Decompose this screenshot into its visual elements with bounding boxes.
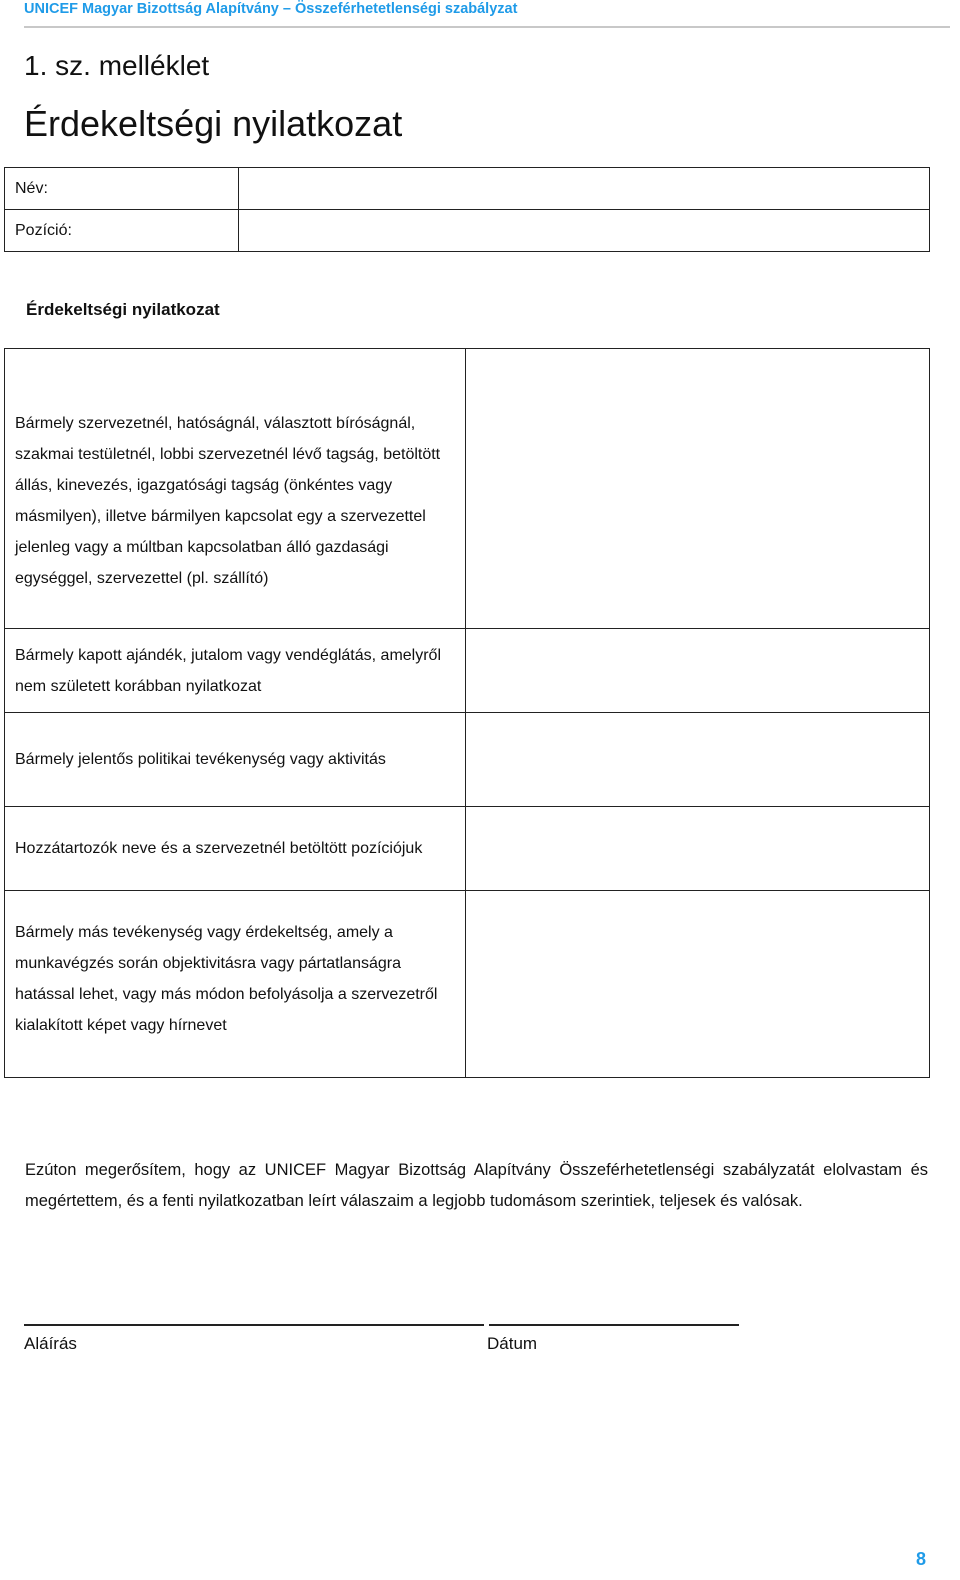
declaration-table [4,348,930,1078]
declaration-question-politics: Bármely jelentős politikai tevékenység vagy aktivitás [5,713,466,807]
declaration-answer-gifts[interactable] [466,629,930,713]
name-label: Név: [5,168,239,210]
signature-label: Aláírás [24,1334,77,1353]
declaration-question-other-interests: Bármely más tevékenység vagy érdekeltség, amely a munkavégzés során objektivitásra vagy pártatlanságra hatással lehet, vagy más módon befolyásolja a szervezetről kialakított képet vagy hírnevet [5,891,466,1078]
signature-line[interactable] [24,1324,484,1326]
table-row [5,713,930,807]
page-header-title: UNICEF Magyar Bizottság Alapítvány – Összeférhetetlenségi szabályzat [24,1,518,17]
header-divider [24,26,950,28]
table-row [5,168,930,210]
page-number: 8 [916,1549,927,1569]
table-row [5,807,930,891]
declaration-answer-politics[interactable] [466,713,930,807]
position-field[interactable] [239,210,930,252]
section-title: Érdekeltségi nyilatkozat [26,300,220,319]
identity-table [4,167,930,252]
document-title: Érdekeltségi nyilatkozat [24,103,403,144]
table-row [5,349,930,629]
declaration-answer-relatives[interactable] [466,807,930,891]
declaration-question-relatives: Hozzátartozók neve és a szervezetnél betöltött pozíciójuk [5,807,466,891]
date-label: Dátum [487,1334,538,1353]
name-field[interactable] [239,168,930,210]
confirmation-statement: Ezúton megerősítem, hogy az UNICEF Magyar Bizottság Alapítvány Összeférhetetlenségi szabályzatát elolvastam és megértettem, és a fenti nyilatkozatban leírt válaszaim a legjobb tudomásom szerintiek, teljesek és valósak. [25,1161,928,1210]
table-row [5,629,930,713]
declaration-question-gifts: Bármely kapott ajándék, jutalom vagy vendéglátás, amelyről nem született korábban nyilatkozat [5,629,466,713]
declaration-question-memberships: Bármely szervezetnél, hatóságnál, választott bíróságnál, szakmai testületnél, lobbi szervezetnél lévő tagság, betöltött állás, kinevezés, igazgatósági tagság (önkéntes vagy másmilyen), illetve bármilyen kapcsolat egy a szervezettel jelenleg vagy a múltban kapcsolatban álló gazdasági egységgel, szervezettel (pl. szállító) [5,349,466,629]
declaration-answer-memberships[interactable] [466,349,930,629]
table-row [5,210,930,252]
annex-label: 1. sz. melléklet [24,50,210,81]
declaration-answer-other-interests[interactable] [466,891,930,1078]
date-line[interactable] [489,1324,739,1326]
position-label: Pozíció: [5,210,239,252]
table-row [5,891,930,1078]
